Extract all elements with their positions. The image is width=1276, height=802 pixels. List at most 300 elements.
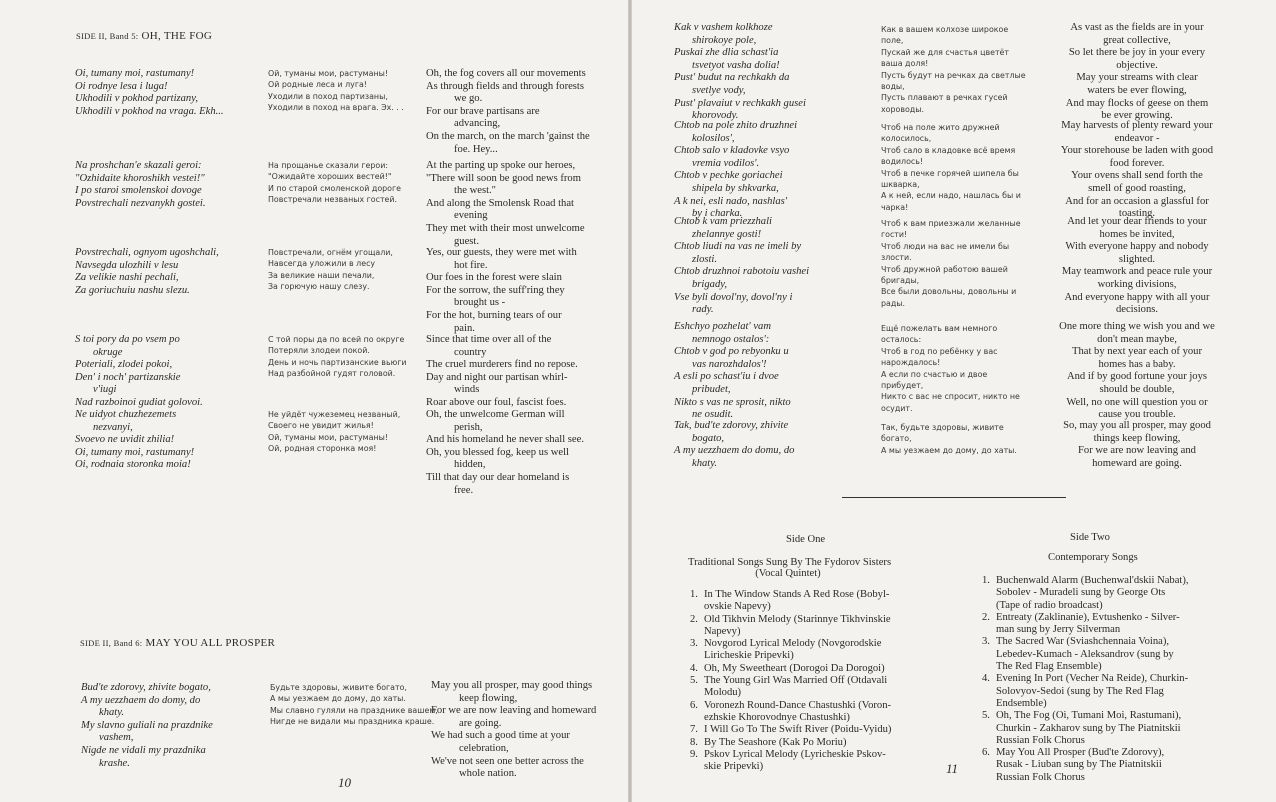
track-title-line: skie Pripevki): [704, 761, 764, 773]
band6-english-stanza-line: So let there be joy in your every: [1068, 47, 1206, 59]
track-title-line: Solovyov-Sedoi (sung by The Red Flag: [996, 685, 1164, 697]
page-number-left: 10: [338, 775, 351, 790]
band5-cyrillic-stanza-line: Ой родные леса и луга!: [268, 80, 367, 90]
track-number: 2.: [690, 613, 698, 625]
band6-english-stanza-line: waters be ever flowing,: [1087, 84, 1187, 96]
track-title-line: man sung by Jerry Silverman: [996, 624, 1121, 636]
band5-english-stanza-line: Yes, our guests, they were met with: [426, 247, 577, 258]
band6-english-stanza: [1032, 216, 1242, 317]
band6-english-stanza-line: With everyone happy and nobody: [1065, 241, 1209, 253]
band6-english-stanza-line: homes be invited,: [1099, 228, 1175, 240]
band5-translit-stanza-line: Ukhodili v pokhod na vraga. Ekh...: [75, 105, 224, 117]
band6-english-stanza-line: For we are now leaving and homeward: [431, 705, 597, 717]
band5-translit-stanza-line: Navsegda ulozhili v lesu: [75, 259, 179, 271]
band5-translit-stanza-line: Den' i noch' partizanskie: [75, 371, 181, 383]
band6-cyrillic-stanza-line: Так, будьте здоровы, живите: [881, 423, 1004, 432]
band5-english-stanza-line: Our foes in the forest were slain: [426, 272, 562, 284]
band6-cyrillic-stanza-line: колосилось,: [881, 134, 932, 144]
band6-cyrillic-stanza-line: осудит.: [881, 403, 913, 413]
band6-translit-stanza-line: Pust' budut na rechkakh da: [674, 72, 790, 84]
band5-translit-stanza-line: "Ozhidaite khoroshikh vestei!": [75, 172, 205, 184]
band6-english-stanza-line: Well, no one will question you or: [1066, 396, 1208, 408]
band6-english-stanza-line: May teamwork and peace rule your: [1061, 266, 1213, 278]
band6-cyrillic-stanza-line: Мы славно гуляли на празднике вашем,: [270, 705, 438, 715]
band6-cyrillic-stanza-line: Чтоб сало в кладовке всё время: [881, 145, 1016, 155]
band5-english-stanza-line: Oh, you blessed fog, keep us well: [426, 446, 569, 458]
side-one-heading: Side One: [786, 534, 826, 545]
band5-translit-stanza-line: Ukhodili v pokhod partizany,: [75, 93, 198, 105]
band6-english-stanza-line: For we are now leaving and: [1078, 445, 1196, 457]
track-item: [982, 710, 1246, 747]
track-title-line: Endsemble): [996, 697, 1047, 709]
track-title-line: Oh, The Fog (Oi, Tumani Moi, Rastumani),: [996, 710, 1182, 722]
band6-translit-stanza-line: Pust' plavaiut v rechkakh gusei: [674, 97, 806, 109]
side-one-subheading-line: Traditional Songs Sung By The Fydorov Sisters: [688, 557, 892, 568]
band6-translit-stanza-line: by i charka.: [692, 208, 743, 220]
band6-translit-stanza-line: pribudet,: [692, 383, 731, 395]
band6-translit-stanza-line: Vse byli dovol'ny, dovol'ny i: [674, 291, 793, 303]
band6-english-stanza-line: things keep flowing,: [1093, 432, 1181, 444]
band6-cyrillic-stanza-line: Чтоб к вам приезжали желанные: [881, 219, 1021, 228]
track-title-line: Russian Folk Chorus: [996, 734, 1085, 746]
band6-english-stanza-line: As vast as the fields are in your: [1070, 22, 1204, 33]
track-title-line: (Tape of radio broadcast): [996, 599, 1103, 611]
band6-english-stanza-line: homeward are going.: [1092, 457, 1182, 469]
band6-cyrillic-stanza-line: Никто с вас не спросит, никто не: [881, 392, 1020, 402]
band6-english-stanza: [1032, 321, 1242, 422]
track-title-line: Molodu): [704, 687, 742, 699]
band6-translit-stanza-line: Kak v vashem kolkhoze: [674, 22, 773, 33]
band5-cyrillic-stanza-line: Навсегда уложили в лесу: [268, 259, 376, 269]
track-title-line: ovskie Napevy): [704, 601, 771, 613]
track-item: [690, 724, 958, 736]
band5-english-stanza-line: They met with their most unwelcome: [426, 222, 585, 234]
band6-translit-stanza-line: Nikto s vas ne sprosit, nikto: [674, 396, 791, 408]
band6-english-stanza-line: endeavor -: [1114, 132, 1160, 144]
band6-english-stanza-line: toasting.: [1118, 208, 1156, 220]
band6-english-stanza-line: And may flocks of geese on them: [1065, 97, 1209, 109]
band5-english-stanza-line: evening: [454, 210, 488, 222]
band6-translit-stanza-line: Nigde ne vidali my prazdnika: [81, 744, 206, 756]
band5-translit-stanza-line: I po staroi smolenskoi dovoge: [75, 185, 202, 197]
band6-translit-stanza-line: ne osudit.: [692, 409, 734, 421]
track-number: 9.: [690, 748, 698, 760]
band6-translit-stanza: [674, 321, 791, 422]
band6-translit-stanza-line: Chtob druzhnoi rabotoiu vashei: [674, 266, 810, 278]
band6-english-stanza-line: And for an occasion a glassful for: [1065, 195, 1209, 207]
band5-cyrillic-stanza: [268, 334, 407, 380]
band5-cyrillic-stanza-line: За горючую нашу слезу.: [268, 282, 370, 292]
track-title-line: The Young Girl Was Married Off (Otdavali: [704, 675, 888, 687]
band5-english-stanza-line: Till that day our dear homeland is: [426, 471, 570, 483]
band6-translit-stanza: [81, 682, 213, 770]
section-divider: [842, 497, 1066, 498]
band6-cyrillic-stanza-line: прибудет,: [881, 381, 924, 391]
band6-translit-stanza: [674, 216, 809, 317]
band6-translit-stanza-line: Chtob k vam priezzhali: [674, 216, 772, 227]
side-one-subheading-line: (Vocal Quintet): [755, 568, 821, 579]
track-number: 2.: [982, 611, 990, 623]
band6-translit-stanza-line: brigady,: [692, 278, 728, 290]
band5-english-stanza-line: Roar above our foul, fascist foes.: [426, 396, 567, 408]
track-title-line: Russian Folk Chorus: [996, 771, 1085, 783]
band5-english-stanza-line: the west.": [454, 185, 496, 197]
band5-translit-stanza-line: Povstrechali, ognyom ugoshchali,: [75, 247, 219, 258]
band5-translit-stanza-line: S toi pory da po vsem po: [75, 334, 180, 345]
band5-english-stanza-line: brought us -: [454, 297, 506, 309]
band5-english-stanza-line: hidden,: [454, 459, 486, 471]
band6-cyrillic-stanza-line: осталось:: [881, 335, 922, 345]
band5-english-stanza: [426, 409, 584, 497]
track-title-line: Rusak - Liuban sung by The Piatnitskii: [996, 759, 1162, 771]
band6-translit-stanza-line: Tak, bud'te zdorovy, zhivite: [674, 420, 789, 431]
track-item: [690, 737, 958, 749]
band6-cyrillic-stanza-line: Пусть плавают в речках гусей: [881, 93, 1008, 103]
band5-english-stanza-line: Day and night our partisan whirl-: [426, 371, 568, 383]
band6-english-stanza-line: are going.: [459, 717, 502, 729]
band5-english-stanza-line: foe. Hey...: [454, 143, 498, 155]
band6-english-stanza-line: whole nation.: [459, 768, 517, 780]
track-title-line: May You All Prosper (Bud'te Zdorovy),: [996, 747, 1165, 759]
band5-translit-stanza: [75, 247, 219, 297]
band5-translit-stanza-line: Ne uidyot chuzhezemets: [75, 409, 177, 420]
band6-translit-stanza: [674, 22, 806, 123]
band6-translit-stanza-line: rady.: [692, 304, 714, 316]
track-number: 1.: [690, 589, 698, 600]
band5-english-stanza-line: Oh, the unwelcome German will: [426, 409, 565, 420]
left-page: [0, 0, 628, 802]
band6-cyrillic-stanza: [881, 323, 1020, 414]
band5-cyrillic-stanza: [268, 68, 404, 114]
band5-english-stanza-line: Oh, the fog covers all our movements: [426, 68, 586, 79]
track-title-line: Old Tikhvin Melody (Starinnye Tikhvinskie: [704, 613, 891, 625]
band6-cyrillic-stanza-line: Чтоб в печке горячей шипела бы: [881, 168, 1019, 178]
side-two-heading: Side Two: [1070, 532, 1110, 543]
band6-translit-stanza-line: khaty.: [99, 707, 125, 719]
band5-english-stanza-line: winds: [454, 384, 480, 396]
band6-cyrillic-stanza: [881, 422, 1017, 456]
band5-translit-stanza-line: okruge: [93, 346, 123, 358]
band5-english-stanza: [426, 68, 590, 156]
band6-translit-stanza-line: Chtob salo v kladovke vsyo: [674, 145, 790, 157]
band6-translit-stanza-line: Chtob liudi na vas ne imeli by: [674, 241, 802, 253]
band5-translit-stanza-line: Poteriali, zlodei pokoi,: [75, 359, 173, 371]
band5-translit-stanza-line: Na proshchan'e skazali geroi:: [75, 160, 202, 171]
band5-english-stanza-line: hot fire.: [454, 259, 488, 271]
track-item: [690, 638, 958, 663]
band6-english-stanza-line: May your streams with clear: [1076, 72, 1198, 84]
band6-english-stanza: [1032, 120, 1242, 221]
track-title-line: Voronezh Round-Dance Chastushki (Voron-: [704, 699, 892, 711]
band6-cyrillic-stanza-line: богато,: [881, 434, 912, 444]
band6-translit-stanza-line: khaty.: [692, 457, 718, 469]
band6-cyrillic-stanza-line: злости.: [881, 253, 912, 263]
band6-translit-stanza-line: A my uezzhaem do domu, do: [674, 445, 795, 457]
band5-cyrillic-stanza-line: Не уйдёт чужеземец незваный,: [268, 410, 401, 419]
band5-translit-stanza: [75, 68, 224, 118]
track-title-line: Sobolev - Muradeli sung by George Ots: [996, 587, 1166, 599]
band5-cyrillic-stanza-line: Уходили в поход на врага. Эх. . .: [268, 103, 404, 113]
track-title-line: Churkin - Zakharov sung by The Piatnitskii: [996, 722, 1181, 734]
band6-english-stanza-line: objective.: [1116, 59, 1158, 71]
band6-heading: [80, 637, 275, 649]
track-item: [982, 636, 1246, 673]
band6-translit-stanza-line: A k nei, esli nado, nashlas': [674, 195, 788, 207]
track-title-line: Novgorod Lyrical Melody (Novgorodskie: [704, 638, 882, 650]
band5-english-stanza-line: For our brave partisans are: [426, 105, 540, 117]
track-title-line: The Red Flag Ensemble): [996, 661, 1102, 673]
band5-translit-stanza: [75, 409, 194, 472]
track-item: [690, 614, 958, 639]
track-title-line: I Will Go To The Swift River (Poidu-Vyidu): [704, 724, 892, 736]
track-item: [982, 575, 1246, 612]
band5-english-stanza-line: On the march, on the march 'gainst the: [426, 130, 590, 142]
track-number: 4.: [982, 673, 990, 685]
band6-english-stanza-line: cause you trouble.: [1098, 409, 1176, 421]
band5-english-stanza-line: we go.: [454, 93, 483, 105]
band6-translit-stanza-line: khorovody.: [692, 110, 739, 122]
band5-english-stanza-line: free.: [454, 484, 474, 496]
band5-translit-stanza-line: Oi, rodnaia storonka moia!: [75, 459, 191, 471]
band6-translit-stanza: [674, 120, 797, 221]
band6-english-stanza-line: Your storehouse be laden with good: [1060, 145, 1214, 157]
track-item: [690, 675, 958, 700]
band6-cyrillic-stanza-line: Чтоб дружной работою вашей: [881, 264, 1008, 274]
band6-english-stanza-line: celebration,: [459, 742, 509, 754]
band6-cyrillic-stanza-line: нарождалось!: [881, 358, 941, 368]
band6-cyrillic-stanza-line: Нигде не видали мы праздника краше.: [270, 717, 435, 727]
band6-english-stanza-line: smell of good roasting,: [1088, 182, 1186, 194]
track-title-line: Napevy): [704, 625, 741, 637]
track-item: [982, 673, 1246, 710]
track-number: 6.: [982, 747, 990, 759]
band6-english-stanza: [1032, 22, 1242, 123]
band5-cyrillic-stanza-line: Своего не увидит жилья!: [268, 421, 374, 431]
band5-cyrillic-stanza-line: Повстречали незваных гостей.: [268, 195, 398, 205]
track-title-line: In The Window Stands A Red Rose (Bobyl-: [704, 589, 890, 600]
band6-cyrillic-stanza-line: Чтоб в год по ребёнку у вас: [881, 346, 998, 356]
band6-translit-stanza-line: Chtob v god po rebyonku u: [674, 346, 789, 358]
side-two-subheading: Contemporary Songs: [1048, 552, 1138, 563]
band6-translit-stanza: [674, 420, 794, 470]
band6-cyrillic-stanza-line: Все были довольны, довольны и: [881, 287, 1017, 297]
band5-translit-stanza: [75, 160, 206, 210]
band5-cyrillic-stanza-line: Ой, туманы мои, растуманы!: [268, 432, 389, 442]
band5-translit-stanza-line: Oi rodnye lesa i luga!: [75, 80, 168, 92]
band6-english-stanza-line: Your ovens shall send forth the: [1071, 170, 1203, 182]
band6-english-stanza-line: be ever growing.: [1101, 110, 1173, 122]
band6-english-stanza-line: May you all prosper, may good things: [431, 680, 593, 691]
track-item: [690, 589, 958, 614]
band6-translit-stanza-line: My slavno guliali na prazdnike: [81, 719, 213, 731]
band6-cyrillic-stanza-line: Чтоб люди на вас не имели бы: [881, 241, 1010, 251]
band6-translit-stanza-line: tsvetyot vasha dolia!: [692, 59, 780, 71]
band6-english-stanza-line: homes has a baby.: [1098, 358, 1176, 370]
band6-english-stanza-line: food forever.: [1109, 157, 1165, 169]
band6-cyrillic-stanza-line: А мы уезжаем до дому, до хаты.: [881, 445, 1017, 455]
band6-cyrillic-stanza-line: поле,: [881, 36, 904, 46]
band6-english-stanza-line: We had such a good time at your: [431, 730, 570, 742]
band5-english-stanza-line: Since that time over all of the: [426, 334, 552, 345]
band5-translit-stanza-line: Oi, tumany moi, rastumany!: [75, 68, 195, 79]
track-number: 3.: [690, 638, 698, 650]
track-title-line: By The Seashore (Kak Po Moriu): [704, 736, 847, 748]
side-one-tracklist: [690, 589, 958, 773]
band5-cyrillic-stanza-line: Ой, родная сторонка моя!: [268, 444, 377, 454]
band5-english-stanza-line: And his homeland he never shall see.: [426, 434, 584, 446]
band6-cyrillic-stanza: [270, 682, 438, 728]
band5-english-stanza-line: For the sorrow, the suff'ring they: [426, 284, 565, 296]
band6-cyrillic-stanza-line: бригады,: [881, 276, 920, 286]
band5-english-stanza-line: advancing,: [454, 118, 501, 130]
band6-english-stanza-line: And if by good fortune your joys: [1066, 371, 1208, 383]
band6-cyrillic-stanza-line: чарка!: [881, 202, 909, 212]
band6-english-stanza-line: And let your dear friends to your: [1067, 216, 1207, 227]
band6-translit-stanza-line: Puskai zhe dlia schast'ia: [674, 47, 779, 59]
band5-cyrillic-stanza-line: С той поры да по всей по округе: [268, 335, 405, 344]
band6-english-stanza: [1032, 420, 1242, 470]
band5-english-stanza: [426, 334, 578, 410]
track-number: 1.: [982, 575, 990, 586]
band6-cyrillic-stanza-line: Чтоб на поле жито дружней: [881, 123, 1000, 132]
band6-english-stanza-line: May harvests of plenty reward your: [1061, 120, 1213, 131]
band6-cyrillic-stanza-line: рады.: [881, 298, 906, 308]
band6-english-stanza-line: And everyone happy with all your: [1064, 291, 1210, 303]
band5-heading-title: OH, THE FOG: [141, 30, 213, 42]
band6-translit-stanza-line: svetlye vody,: [692, 84, 746, 96]
band5-translit-stanza: [75, 334, 203, 410]
band6-translit-stanza-line: A my uezzhaem do domy, do: [81, 694, 201, 706]
band6-cyrillic-stanza-line: воды,: [881, 82, 905, 92]
band6-english-stanza-line: working divisions,: [1097, 278, 1177, 290]
band6-cyrillic-stanza-line: Как в вашем колхозе широкое: [881, 25, 1009, 34]
track-title-line: Entreaty (Zaklinanie), Evtushenko - Silver-: [996, 611, 1180, 623]
band5-translit-stanza-line: Svoevo ne uvidit zhilia!: [75, 434, 175, 446]
band6-translit-stanza-line: vremia vodilos'.: [692, 157, 760, 169]
band6-cyrillic-stanza-line: водилось!: [881, 157, 924, 167]
track-title-line: The Sacred War (Sviashchennaia Voina),: [996, 636, 1170, 648]
track-number: 5.: [690, 675, 698, 687]
band5-translit-stanza-line: Oi, tumany moi, rastumany!: [75, 446, 195, 458]
band5-translit-stanza-line: nezvanyi,: [93, 421, 133, 433]
band5-english-stanza-line: country: [454, 346, 487, 358]
track-item: [982, 747, 1246, 784]
page-number-right: 11: [946, 761, 959, 776]
band6-cyrillic-stanza-line: Ещё пожелать вам немного: [881, 324, 998, 333]
band6-cyrillic-stanza: [881, 122, 1021, 213]
band5-english-stanza-line: "There will soon be good news from: [426, 172, 581, 184]
band6-cyrillic-stanza-line: Пусть будут на речках да светлые: [881, 70, 1026, 80]
band6-cyrillic-stanza-line: А к ней, если надо, нашлась бы и: [881, 191, 1021, 201]
band5-english-stanza-line: And along the Smolensk Road that: [426, 197, 575, 209]
band6-heading-title: MAY YOU ALL PROSPER: [145, 637, 276, 649]
band6-translit-stanza-line: Bud'te zdorovy, zhivite bogato,: [81, 682, 211, 693]
band6-translit-stanza-line: zlosti.: [692, 253, 718, 265]
band5-translit-stanza-line: Za goriuchuiu nashu slezu.: [75, 284, 190, 296]
track-number: 6.: [690, 699, 698, 711]
band5-cyrillic-stanza-line: "Ожидайте хороших вестей!": [268, 172, 392, 182]
side-two-tracklist: [982, 575, 1246, 784]
band6-translit-stanza-line: shirokoye pole,: [692, 34, 757, 46]
band6-translit-stanza-line: Chtob v pechke goriachei: [674, 170, 783, 182]
band5-english-stanza-line: For the hot, burning tears of our: [426, 309, 562, 321]
band5-english-stanza-line: As through fields and through forests: [426, 80, 585, 92]
band6-english-stanza-line: great collective,: [1103, 34, 1171, 46]
band6-cyrillic-stanza-line: гости!: [881, 230, 908, 240]
track-title-line: Oh, My Sweetheart (Dorogoi Da Dorogoi): [704, 662, 885, 674]
band5-translit-stanza-line: Za velikie nashi pechali,: [75, 272, 179, 284]
band6-translit-stanza-line: krashe.: [99, 757, 130, 769]
band5-english-stanza: [426, 160, 585, 248]
track-title-line: Liricheskie Pripevki): [704, 650, 794, 662]
band6-english-stanza: [431, 680, 596, 781]
band6-translit-stanza-line: nemnogo ostalos':: [692, 333, 770, 345]
band6-cyrillic-stanza-line: А мы уезжаем до дому, до хаты.: [270, 694, 406, 704]
band6-english-stanza-line: So, may you all prosper, may good: [1063, 420, 1211, 431]
band6-english-stanza-line: One more thing we wish you and we: [1059, 321, 1215, 332]
track-item: [982, 612, 1246, 637]
side-one-subheading: [688, 557, 892, 579]
band5-translit-stanza-line: Nad razboinoi gudiat golovoi.: [75, 396, 203, 408]
band5-english-stanza-line: guest.: [454, 235, 480, 247]
band5-cyrillic-stanza-line: День и ночь партизанские вьюги: [268, 357, 407, 367]
band6-cyrillic-stanza-line: шкварка,: [881, 180, 920, 190]
band5-cyrillic-stanza-line: И по старой смоленской дороге: [268, 183, 402, 193]
track-item: [690, 663, 958, 675]
band6-translit-stanza-line: Chtob na pole zhito druzhnei: [674, 120, 798, 131]
band5-translit-stanza-line: Povstrechali nezvanykh gostei.: [75, 197, 206, 209]
band5-cyrillic-stanza: [268, 247, 393, 293]
band6-english-stanza-line: keep flowing,: [459, 692, 518, 704]
track-number: 5.: [982, 710, 990, 722]
band5-english-stanza: [426, 247, 577, 335]
band6-translit-stanza-line: A esli po schast'iu i dvoe: [674, 371, 779, 383]
band5-translit-stanza-line: v'iugi: [93, 384, 117, 396]
band5-cyrillic-stanza-line: Ой, туманы мои, растуманы!: [268, 69, 389, 78]
band5-heading-prefix: SIDE II, Band 5:: [76, 31, 139, 41]
band6-english-stanza-line: decisions.: [1115, 304, 1159, 316]
band5-cyrillic-stanza-line: На прощанье сказали герои:: [268, 161, 388, 170]
band5-cyrillic-stanza-line: Повстречали, огнём угощали,: [268, 248, 393, 257]
band6-translit-stanza-line: zhelannye gosti!: [692, 228, 762, 240]
band6-english-stanza-line: We've not seen one better across the: [431, 755, 584, 767]
band5-cyrillic-stanza-line: Уходили в поход партизаны,: [268, 91, 388, 101]
band6-cyrillic-stanza-line: Пускай же для счастья цветёт: [881, 47, 1010, 57]
band6-heading-prefix: SIDE II, Band 6:: [80, 638, 143, 648]
band5-english-stanza-line: At the parting up spoke our heroes,: [426, 160, 576, 171]
track-title-line: Lebedev-Kumach - Aleksandrov (sung by: [996, 648, 1174, 660]
band5-cyrillic-stanza-line: За великие наши печали,: [268, 270, 375, 280]
track-item: [690, 700, 958, 725]
band6-translit-stanza-line: bogato,: [692, 432, 725, 444]
band5-cyrillic-stanza: [268, 409, 400, 455]
band6-english-stanza-line: slighted.: [1118, 253, 1156, 265]
band6-translit-stanza-line: vas narozhdalos'!: [692, 358, 767, 370]
band6-translit-stanza-line: kolosilos',: [692, 132, 735, 144]
band6-english-stanza-line: don't mean maybe,: [1097, 333, 1177, 345]
band5-english-stanza-line: perish,: [454, 421, 483, 433]
band5-english-stanza-line: The cruel murderers find no repose.: [426, 359, 578, 371]
band5-heading: [76, 30, 212, 42]
band6-cyrillic-stanza-line: Будьте здоровы, живите богато,: [270, 683, 407, 692]
band6-cyrillic-stanza-line: хороводы.: [881, 104, 925, 114]
band6-translit-stanza-line: vashem,: [99, 732, 134, 744]
track-title-line: Evening In Port (Vecher Na Reide), Churkin-: [996, 673, 1189, 685]
track-number: 3.: [982, 636, 990, 648]
band6-english-stanza-line: That by next year each of your: [1071, 346, 1202, 358]
band6-english-stanza-line: should be double,: [1099, 383, 1175, 395]
band5-cyrillic-stanza-line: Над разбойной гудят головой.: [268, 369, 396, 379]
